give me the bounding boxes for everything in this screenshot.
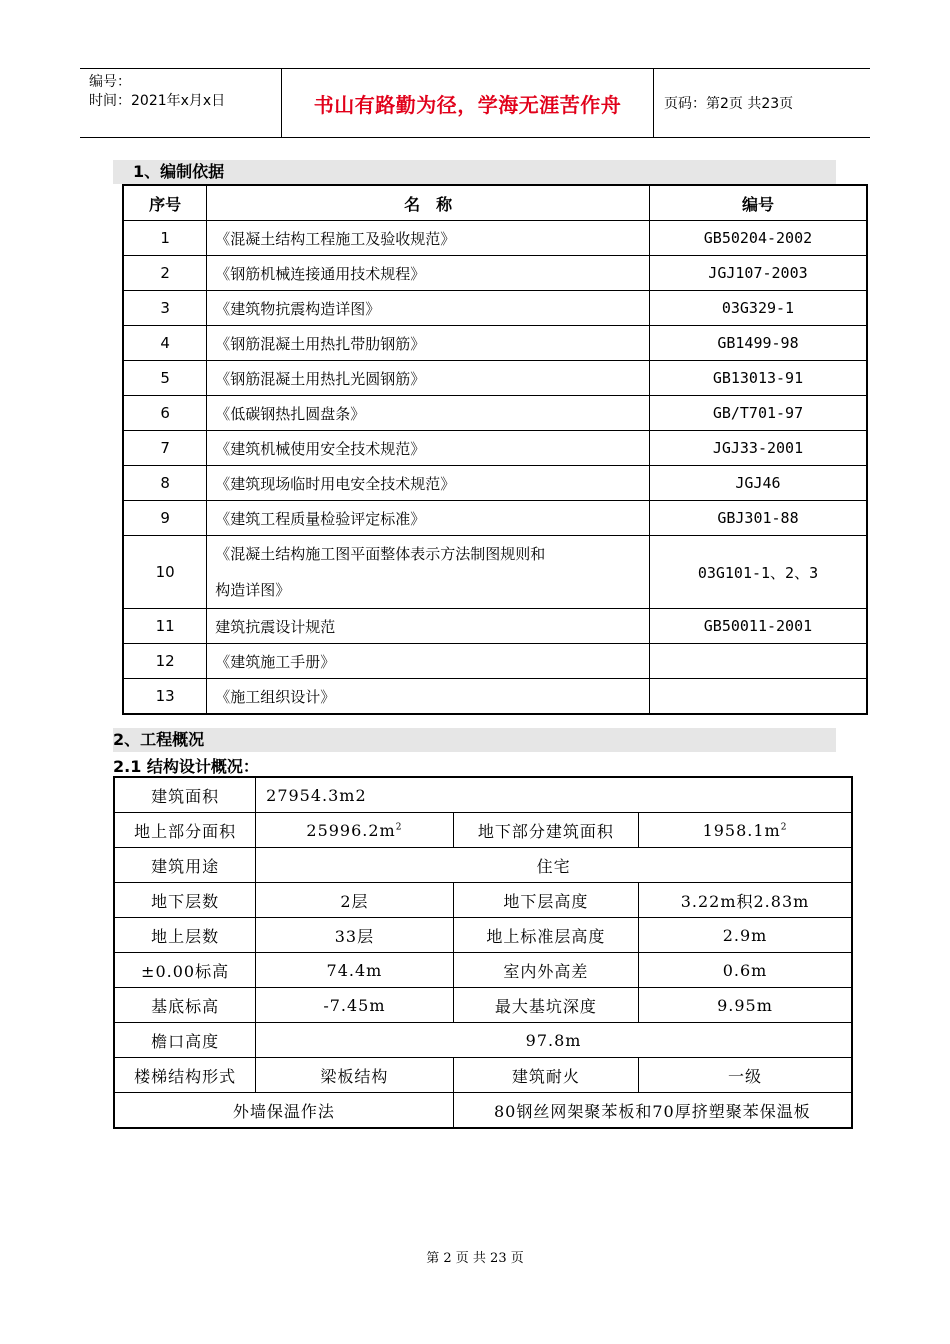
row-code: 03G329-1 xyxy=(649,291,867,326)
row-code: GB50011-2001 xyxy=(649,609,867,644)
row-name: 《建筑机械使用安全技术规范》 xyxy=(207,431,650,466)
stair-value: 梁板结构 xyxy=(256,1058,454,1093)
row-code: GB1499-98 xyxy=(649,326,867,361)
use-value: 住宅 xyxy=(256,848,852,883)
row-no: 6 xyxy=(123,396,207,431)
page-footer: 第 2 页 共 23 页 xyxy=(426,1251,524,1266)
row-no: 9 xyxy=(123,501,207,536)
table-row xyxy=(123,466,867,501)
table-row xyxy=(123,431,867,466)
header-info xyxy=(80,69,282,137)
table-row xyxy=(123,536,867,609)
below-area-label: 地下部分建筑面积 xyxy=(453,813,638,848)
table-header-row xyxy=(123,185,867,221)
row-no: 7 xyxy=(123,431,207,466)
col-header-name: 名 称 xyxy=(207,185,650,221)
row-no: 2 xyxy=(123,256,207,291)
row-name: 《建筑工程质量检验评定标准》 xyxy=(207,501,650,536)
row-name xyxy=(207,536,650,609)
row-name: 《低碳钢热扎圆盘条》 xyxy=(207,396,650,431)
section2-title: 2、工程概况 xyxy=(113,728,836,752)
use-label: 建筑用途 xyxy=(114,848,256,883)
row-no: 3 xyxy=(123,291,207,326)
row-code: GB/T701-97 xyxy=(649,396,867,431)
row-name: 《建筑物抗震构造详图》 xyxy=(207,291,650,326)
below-height-label: 地下层高度 xyxy=(453,883,638,918)
table-row xyxy=(123,501,867,536)
table-row xyxy=(114,777,852,813)
row-name: 《施工组织设计》 xyxy=(207,679,650,715)
above-floors-label: 地上层数 xyxy=(114,918,256,953)
below-floors-label: 地下层数 xyxy=(114,883,256,918)
table-row xyxy=(114,953,852,988)
section1-title: 1、编制依据 xyxy=(113,160,836,184)
table-row xyxy=(123,609,867,644)
above-area-cell xyxy=(256,813,454,848)
row-name: 《钢筋混凝土用热扎带肋钢筋》 xyxy=(207,326,650,361)
row-code: GB13013-91 xyxy=(649,361,867,396)
above-area-value: 25996.2m xyxy=(306,820,396,840)
table-row xyxy=(123,644,867,679)
table-row xyxy=(123,221,867,256)
eave-value: 97.8m xyxy=(256,1023,852,1058)
basis-table xyxy=(122,184,868,715)
eave-label: 檐口高度 xyxy=(114,1023,256,1058)
section2-subtitle: 2.1 结构设计概况： xyxy=(113,757,259,776)
pit-label: 最大基坑深度 xyxy=(453,988,638,1023)
page-header xyxy=(80,68,870,138)
row-name: 《建筑现场临时用电安全技术规范》 xyxy=(207,466,650,501)
row-code xyxy=(649,644,867,679)
row-name: 《建筑施工手册》 xyxy=(207,644,650,679)
table-row xyxy=(114,988,852,1023)
insul-label: 外墙保温作法 xyxy=(114,1093,453,1129)
above-area-label: 地上部分面积 xyxy=(114,813,256,848)
table-row xyxy=(114,918,852,953)
below-height-value: 3.22m积2.83m xyxy=(639,883,852,918)
row-code: GBJ301-88 xyxy=(649,501,867,536)
row-no: 10 xyxy=(123,536,207,609)
fire-label: 建筑耐火 xyxy=(453,1058,638,1093)
stair-label: 楼梯结构形式 xyxy=(114,1058,256,1093)
table-row xyxy=(114,1058,852,1093)
sq-superscript: 2 xyxy=(780,822,788,833)
row-no: 11 xyxy=(123,609,207,644)
number-label: 编号： xyxy=(89,74,131,90)
elev-label: ±0.00标高 xyxy=(114,953,256,988)
overview-table xyxy=(113,776,853,1129)
table-row xyxy=(114,1023,852,1058)
area-label: 建筑面积 xyxy=(114,777,256,813)
diff-value: 0.6m xyxy=(639,953,852,988)
row-code: GB50204-2002 xyxy=(649,221,867,256)
row-no: 1 xyxy=(123,221,207,256)
base-label: 基底标高 xyxy=(114,988,256,1023)
table-row xyxy=(123,291,867,326)
below-area-value: 1958.1m xyxy=(702,820,781,840)
above-floors-value: 33层 xyxy=(256,918,454,953)
row-name: 《钢筋混凝土用热扎光圆钢筋》 xyxy=(207,361,650,396)
std-height-label: 地上标准层高度 xyxy=(453,918,638,953)
diff-label: 室内外高差 xyxy=(453,953,638,988)
row-no: 8 xyxy=(123,466,207,501)
below-floors-value: 2层 xyxy=(256,883,454,918)
table-row xyxy=(123,361,867,396)
row-name-line2: 构造详图》 xyxy=(215,581,291,599)
table-row xyxy=(114,813,852,848)
row-no: 5 xyxy=(123,361,207,396)
fire-value: 一级 xyxy=(639,1058,852,1093)
row-name-line1: 《混凝土结构施工图平面整体表示方法制图规则和 xyxy=(215,545,546,563)
row-code xyxy=(649,679,867,715)
base-value: -7.45m xyxy=(256,988,454,1023)
row-name: 《钢筋机械连接通用技术规程》 xyxy=(207,256,650,291)
std-height-value: 2.9m xyxy=(639,918,852,953)
pit-value: 9.95m xyxy=(639,988,852,1023)
table-row xyxy=(123,256,867,291)
header-page-code: 页码：第2页 共23页 xyxy=(664,96,794,112)
row-name: 《混凝土结构工程施工及验收规范》 xyxy=(207,221,650,256)
row-code: JGJ46 xyxy=(649,466,867,501)
table-row xyxy=(114,883,852,918)
time-label: 时间：2021年x月x日 xyxy=(89,93,226,109)
row-no: 13 xyxy=(123,679,207,715)
elev-value: 74.4m xyxy=(256,953,454,988)
col-header-no: 序号 xyxy=(123,185,207,221)
header-motto: 书山有路勤为径，学海无涯苦作舟 xyxy=(282,69,654,137)
table-row xyxy=(123,679,867,715)
row-code: JGJ33-2001 xyxy=(649,431,867,466)
row-code: 03G101-1、2、3 xyxy=(649,536,867,609)
sq-superscript: 2 xyxy=(395,822,403,833)
row-no: 12 xyxy=(123,644,207,679)
col-header-code: 编号 xyxy=(649,185,867,221)
area-value: 27954.3m2 xyxy=(256,777,852,813)
insul-value: 80钢丝网架聚苯板和70厚挤塑聚苯保温板 xyxy=(453,1093,852,1129)
row-no: 4 xyxy=(123,326,207,361)
table-row xyxy=(123,326,867,361)
table-row xyxy=(114,848,852,883)
below-area-cell xyxy=(639,813,852,848)
table-row xyxy=(114,1093,852,1129)
table-row xyxy=(123,396,867,431)
row-code: JGJ107-2003 xyxy=(649,256,867,291)
row-name: 建筑抗震设计规范 xyxy=(207,609,650,644)
